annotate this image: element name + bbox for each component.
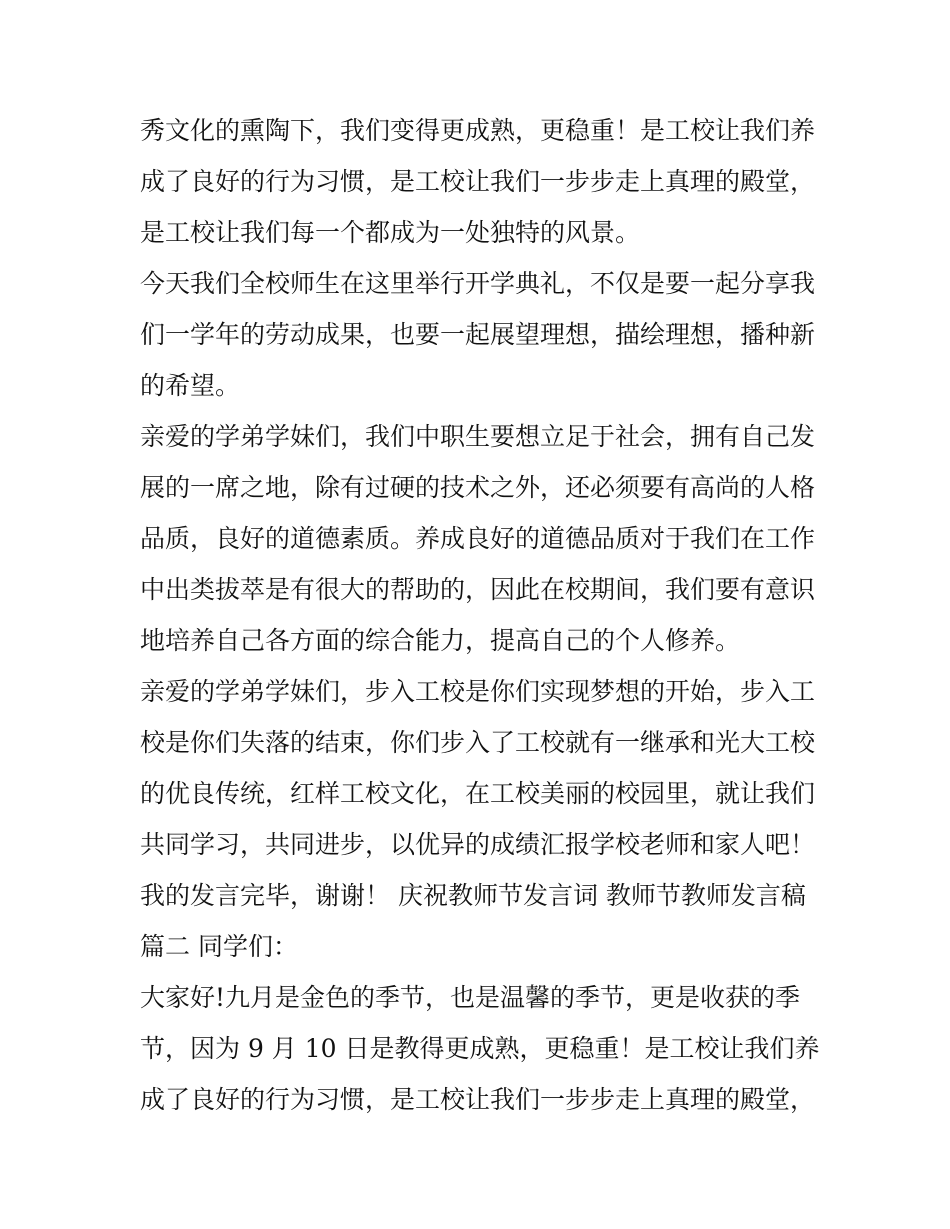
text-line: 中出类拔萃是有很大的帮助的，因此在校期间，我们要有意识 xyxy=(140,575,816,604)
text-line: 秀文化的熏陶下，我们变得更成熟，更稳重！是工校让我们养 xyxy=(140,116,816,145)
text-line: 的希望。 xyxy=(140,371,241,400)
text-line: 亲爱的学弟学妹们，步入工校是你们实现梦想的开始，步入工 xyxy=(140,677,816,706)
text-line: 校是你们失落的结束，你们步入了工校就有一继承和光大工校 xyxy=(140,728,816,757)
text-line: 地培养自己各方面的综合能力，提高自己的个人修养。 xyxy=(140,626,741,655)
text-line: 节，因为 9 月 10 日是教得更成熟，更稳重！是工校让我们养 xyxy=(140,1034,820,1063)
text-line: 展的一席之地，除有过硬的技术之外，还必须要有高尚的人格 xyxy=(140,473,816,502)
text-line: 大家好!九月是金色的季节，也是温馨的季节，更是收获的季 xyxy=(140,983,801,1012)
text-line: 品质，良好的道德素质。养成良好的道德品质对于我们在工作 xyxy=(140,524,816,553)
text-line: 的优良传统，红样工校文化，在工校美丽的校园里，就让我们 xyxy=(140,779,816,808)
document-body xyxy=(140,105,830,1125)
text-line: 们一学年的劳动成果，也要一起展望理想，描绘理想，播种新 xyxy=(140,320,816,349)
text-line: 是工校让我们每一个都成为一处独特的风景。 xyxy=(140,218,641,247)
text-line: 共同学习，共同进步，以优异的成绩汇报学校老师和家人吧！ xyxy=(140,830,816,859)
text-line: 成了良好的行为习惯，是工校让我们一步步走上真理的殿堂， xyxy=(140,167,816,196)
text-line: 成了良好的行为习惯，是工校让我们一步步走上真理的殿堂， xyxy=(140,1085,816,1114)
text-line: 今天我们全校师生在这里举行开学典礼，不仅是要一起分享我 xyxy=(140,269,816,298)
text-line: 亲爱的学弟学妹们，我们中职生要想立足于社会，拥有自己发 xyxy=(140,422,816,451)
text-line: 篇二 同学们： xyxy=(140,932,298,961)
text-line: 我的发言完毕，谢谢！ 庆祝教师节发言词 教师节教师发言稿 xyxy=(140,881,806,910)
